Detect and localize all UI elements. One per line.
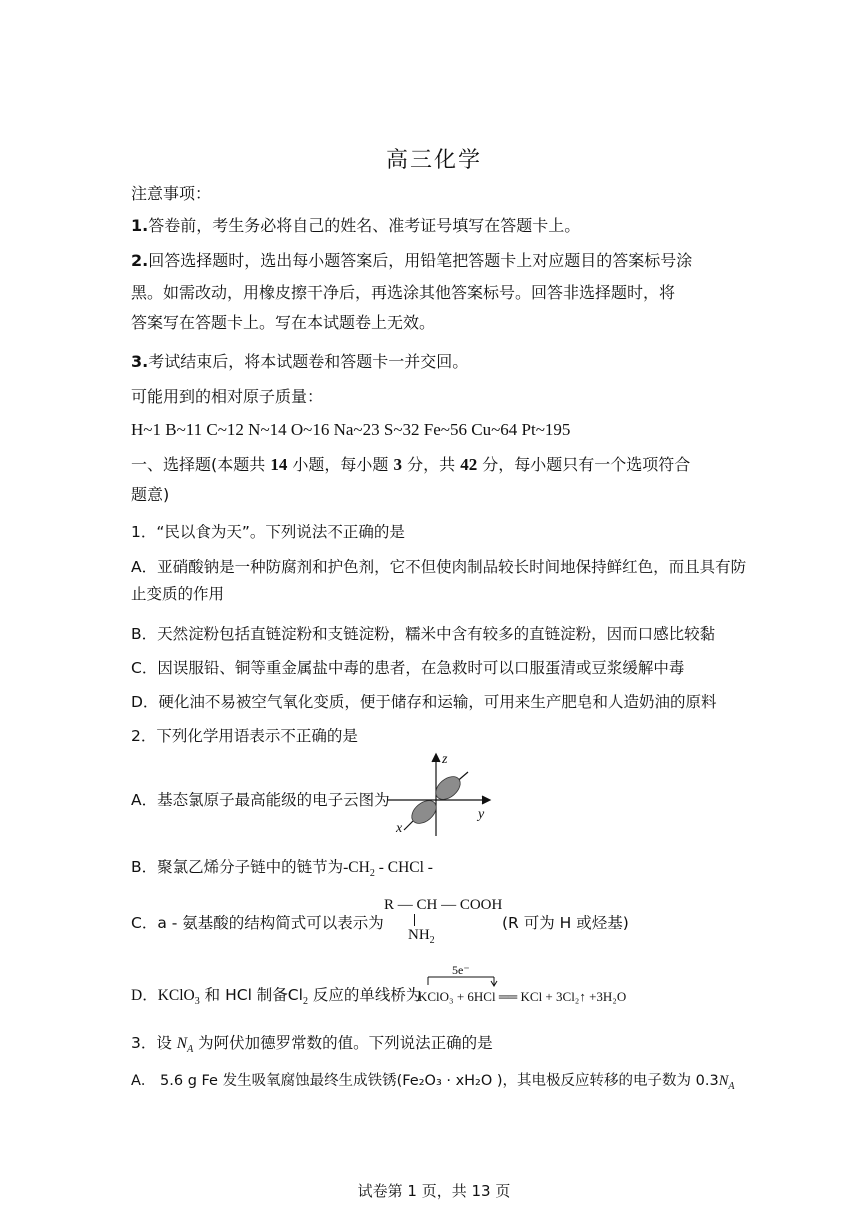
notice-item-2-line3: 答案写在答题卡上。写在本试题卷上无效。 (131, 313, 436, 332)
electron-transfer-arrow (418, 965, 658, 987)
q1-option-a-cont: 止变质的作用 (131, 585, 225, 603)
amino-acid-bond (414, 914, 415, 926)
p-orbital-figure (388, 752, 498, 836)
q1-option-c: C．因误服铅、铜等重金属盐中毒的患者，在急救时可以口服蛋清或豆浆缓解中毒 (131, 659, 685, 677)
q3-stem: 3．设 $N_A$ 为阿伏加德罗常数的值。下列说法正确的是 (131, 1034, 493, 1056)
q2-option-a: A．基态氯原子最高能级的电子云图为 (131, 791, 390, 809)
axis-y-label: y (478, 807, 485, 822)
axis-x-label: x (396, 821, 403, 836)
q2-stem: 2．下列化学用语表示不正确的是 (131, 727, 358, 745)
axis-z-label: z (442, 752, 448, 767)
q2-option-c: C．a - 氨基酸的结构简式可以表示为 (131, 914, 384, 932)
amino-acid-bottom: $NH_2$ (408, 927, 435, 946)
notice-heading: 注意事项： (131, 184, 212, 203)
amino-acid-structure (384, 896, 504, 950)
amino-acid-top: R — CH — COOH (384, 897, 503, 913)
q1-option-d: D．硬化油不易被空气氧化变质，便于储存和运输，可用来生产肥皂和人造奶油的原料 (131, 693, 717, 711)
q2-option-b: B．聚氯乙烯分子链中的链节为$-CH_2$ - CHCl - (131, 858, 433, 880)
page-title: 高三化学 (385, 148, 482, 173)
notice-item-2-line2: 黑。如需改动，用橡皮擦干净后，再选涂其他答案标号。回答非选择题时，将 (131, 283, 676, 302)
section-1-heading-cont: 题意) (131, 485, 170, 504)
atomic-mass-heading: 可能用到的相对原子质量： (131, 387, 324, 406)
q1-option-b: B．天然淀粉包括直链淀粉和支链淀粉，糯米中含有较多的直链淀粉，因而口感比较黏 (131, 625, 716, 643)
kclo3-equation: KClO₃ + 6HCl ══ KCl + 3Cl₂↑ +3H₂O (418, 989, 627, 1004)
q1-stem: 1．“民以食为天”。下列说法不正确的是 (131, 523, 405, 541)
q2-option-c-note: (R 可为 H 或烃基) (502, 914, 629, 932)
electron-count: 5e⁻ (452, 965, 470, 977)
page-footer: 试卷第 1 页，共 13 页 (357, 1182, 511, 1200)
single-line-bridge (418, 965, 658, 1015)
q1-option-a: A．亚硝酸钠是一种防腐剂和护色剂，它不但使肉制品较长时间地保持鲜红色，而且具有防 (131, 558, 747, 576)
notice-item-3: 3.考试结束后，将本试题卷和答题卡一并交回。 (131, 352, 469, 371)
notice-item-2-line1: 2.回答选择题时，选出每小题答案后，用铅笔把答题卡上对应题目的答案标号涂 (131, 251, 693, 270)
q2-option-d: D．KClO$_3$ 和 HCl 制备$Cl_2$ 反应的单线桥为 (131, 986, 422, 1008)
atomic-mass-values: H~1 B~11 C~12 N~14 O~16 Na~23 S~32 Fe~56 Cu~64 Pt~195 (131, 420, 571, 439)
q3-option-a: A． 5.6 g Fe 发生吸氧腐蚀最终生成铁锈(Fe₂O₃ · xH₂O )，其电极反应转移的电子数为 $0.3N_A$ (131, 1073, 735, 1092)
notice-item-1: 1.答卷前，考生务必将自己的姓名、准考证号填写在答题卡上。 (131, 216, 581, 235)
section-1-heading: 一、选择题(本题共 14 小题，每小题 3 分，共 42 分，每小题只有一个选项符合 (131, 455, 691, 474)
